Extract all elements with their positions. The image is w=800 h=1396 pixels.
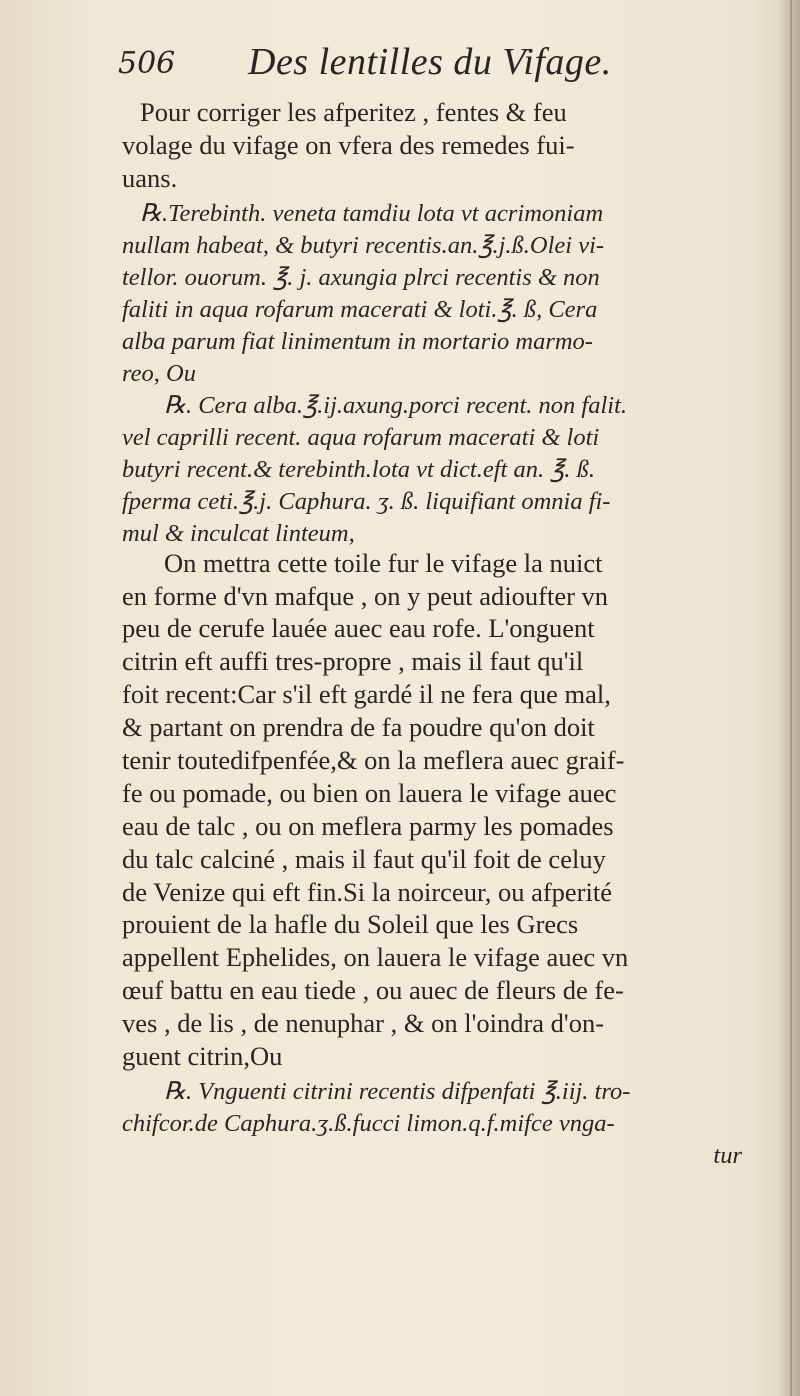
paragraph-main xyxy=(122,547,742,1073)
text-line: tellor. ouorum. ℥. j. axungia plrci recentis & non xyxy=(122,263,600,291)
text-line: chifcor.de Caphura.ʒ.ß.fucci limon.q.f.mifce vnga- xyxy=(122,1109,615,1137)
recipe-1 xyxy=(122,195,742,387)
page-edge-shadow xyxy=(778,0,800,1396)
text-line: Pour corriger les afperitez , fentes & feu xyxy=(140,97,567,127)
page-header xyxy=(118,40,678,90)
text-line: prouient de la hafle du Soleil que les Grecs xyxy=(122,909,579,940)
text-line: eau de talc , ou on meflera parmy les pomades xyxy=(122,810,614,841)
text-line: ℞.Terebinth. veneta tamdiu lota vt acrimoniam xyxy=(140,199,604,227)
running-head: Des lentilles du Vifage. xyxy=(248,41,612,83)
page-body xyxy=(122,96,742,1169)
text-line: faliti in aqua rofarum macerati & loti.℥. ß, Cera xyxy=(122,295,598,323)
text-line: vel caprilli recent. aqua rofarum macerati & loti xyxy=(122,423,600,451)
recipe-2 xyxy=(122,387,742,547)
text-line: ves , de lis , de nenuphar , & on l'oindra d'on- xyxy=(122,1008,605,1039)
catchword: tur xyxy=(713,1141,742,1169)
text-line: œuf battu en eau tiede , ou auec de fleurs de fe- xyxy=(122,975,624,1006)
text-line: reo, Ou xyxy=(122,359,196,387)
text-line: appellent Ephelides, on lauera le vifage auec vn xyxy=(122,942,629,973)
paragraph-intro xyxy=(122,96,742,195)
text-line: fperma ceti.℥.j. Caphura. ʒ. ß. liquifiant omnia fi- xyxy=(122,487,611,515)
text-line: ℞. Vnguenti citrini recentis difpenfati ℥.iij. tro- xyxy=(164,1077,631,1105)
text-line: alba parum fiat linimentum in mortario marmo- xyxy=(122,327,593,355)
page-edge-line xyxy=(790,0,792,1396)
text-line: nullam habeat, & butyri recentis.an.℥.j.ß.Olei vi- xyxy=(122,231,605,259)
text-line: foit recent:Car s'il eft gardé il ne fera que mal, xyxy=(122,679,611,710)
text-line: de Venize qui eft fin.Si la noirceur, ou afperité xyxy=(122,876,612,907)
text-line: du talc calciné , mais il faut qu'il foit de celuy xyxy=(122,843,606,874)
recipe-3 xyxy=(122,1073,742,1169)
text-line: guent citrin,Ou xyxy=(122,1041,283,1072)
text-line: fe ou pomade, ou bien on lauera le vifage auec xyxy=(122,777,617,808)
text-line: uans. xyxy=(122,162,178,193)
text-line: On mettra cette toile fur le vifage la nuict xyxy=(164,547,603,578)
text-line: peu de cerufe lauée auec eau rofe. L'onguent xyxy=(122,613,595,644)
text-line: volage du vifage on vfera des remedes fui- xyxy=(122,129,575,160)
text-line: en forme d'vn mafque , on y peut adioufter vn xyxy=(122,580,609,611)
text-line: tenir toutedifpenfée,& on la meflera auec graif- xyxy=(122,745,625,776)
text-line: butyri recent.& terebinth.lota vt dict.eft an. ℥. ß. xyxy=(122,455,595,483)
text-line: & partant on prendra de fa poudre qu'on doit xyxy=(122,712,595,743)
text-line: ℞. Cera alba.℥.ij.axung.porci recent. non falit. xyxy=(164,391,627,419)
text-line: citrin eft auffi tres-propre , mais il faut qu'il xyxy=(122,646,584,677)
text-line: mul & inculcat linteum, xyxy=(122,519,355,547)
page-number: 506 xyxy=(118,46,176,81)
